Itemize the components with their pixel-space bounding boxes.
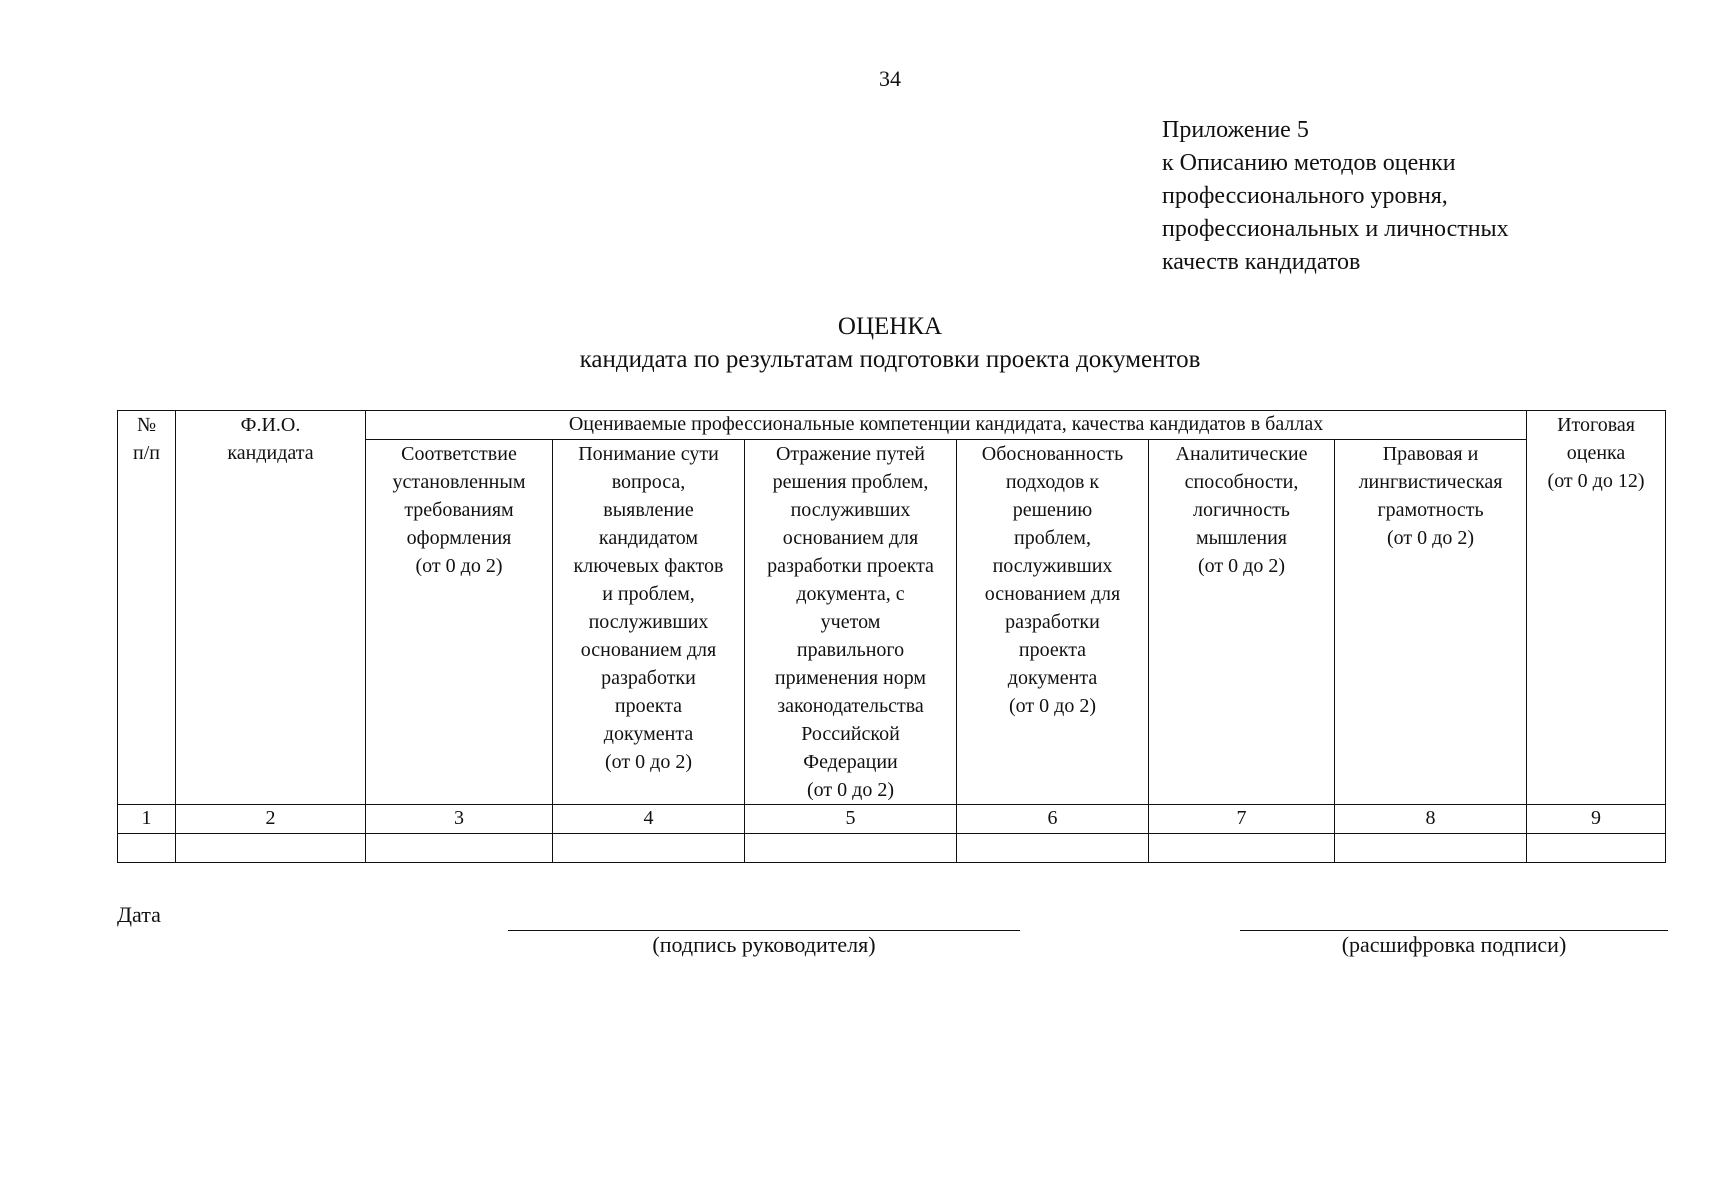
document-heading — [0, 310, 1710, 376]
column-number: 3 — [366, 805, 553, 834]
column-number: 8 — [1335, 805, 1527, 834]
evaluation-table — [117, 410, 1666, 863]
blank-cell[interactable] — [1149, 834, 1335, 863]
document-title: ОЦЕНКА — [837, 313, 943, 340]
appendix-line: качеств кандидатов — [1162, 249, 1361, 275]
appendix-line: профессионального уровня, — [1162, 183, 1448, 209]
blank-cell[interactable] — [118, 834, 176, 863]
header-competencies-group: Оцениваемые профессиональные компетенции кандидата, качества кандидатов в баллах — [366, 411, 1527, 440]
document-subtitle: кандидата по результатам подготовки проекта документов — [579, 346, 1201, 373]
blank-entry-row — [118, 834, 1666, 863]
blank-cell[interactable] — [176, 834, 366, 863]
column-number: 9 — [1527, 805, 1666, 834]
header-competency-4: Обоснованность подходов к решению проблем, послуживших основанием для разработки проекта документа (от 0 до 2) — [957, 440, 1149, 805]
signature-line[interactable] — [508, 930, 1020, 931]
appendix-line: профессиональных и личностных — [1162, 216, 1509, 242]
header-competency-5: Аналитические способности, логичность мышления (от 0 до 2) — [1149, 440, 1335, 805]
column-number: 5 — [745, 805, 957, 834]
header-competency-3: Отражение путей решения проблем, послуживших основанием для разработки проекта документа, с учетом правильного применения норм законодательства Российской Федерации (от 0 до 2) — [745, 440, 957, 805]
table-header-row — [118, 411, 1666, 440]
column-number: 7 — [1149, 805, 1335, 834]
column-number: 2 — [176, 805, 366, 834]
column-number: 4 — [553, 805, 745, 834]
appendix-note — [1162, 114, 1509, 279]
column-number: 6 — [957, 805, 1149, 834]
signature-decoding-line[interactable] — [1240, 930, 1668, 931]
blank-cell[interactable] — [1335, 834, 1527, 863]
page-number: 34 — [879, 66, 901, 91]
column-number-row — [118, 805, 1666, 834]
blank-cell[interactable] — [1527, 834, 1666, 863]
blank-cell[interactable] — [553, 834, 745, 863]
header-competency-6: Правовая и лингвистическая грамотность (от 0 до 2) — [1335, 440, 1527, 805]
header-competency-1: Соответствие установленным требованиям оформления (от 0 до 2) — [366, 440, 553, 805]
blank-cell[interactable] — [745, 834, 957, 863]
header-competency-2: Понимание сути вопроса, выявление кандидатом ключевых фактов и проблем, послуживших основанием для разработки проекта документа (от 0 до 2) — [553, 440, 745, 805]
blank-cell[interactable] — [957, 834, 1149, 863]
header-number: № п/п — [118, 411, 176, 805]
header-fio: Ф.И.О. кандидата — [176, 411, 366, 805]
column-number: 1 — [118, 805, 176, 834]
header-total: Итоговая оценка (от 0 до 12) — [1527, 411, 1666, 805]
signature-caption: (подпись руководителя) — [652, 932, 876, 957]
blank-cell[interactable] — [366, 834, 553, 863]
appendix-line: к Описанию методов оценки — [1162, 150, 1456, 176]
signature-decoding-caption: (расшифровка подписи) — [1341, 932, 1567, 957]
appendix-line: Приложение 5 — [1162, 117, 1309, 143]
date-label: Дата — [117, 902, 161, 927]
